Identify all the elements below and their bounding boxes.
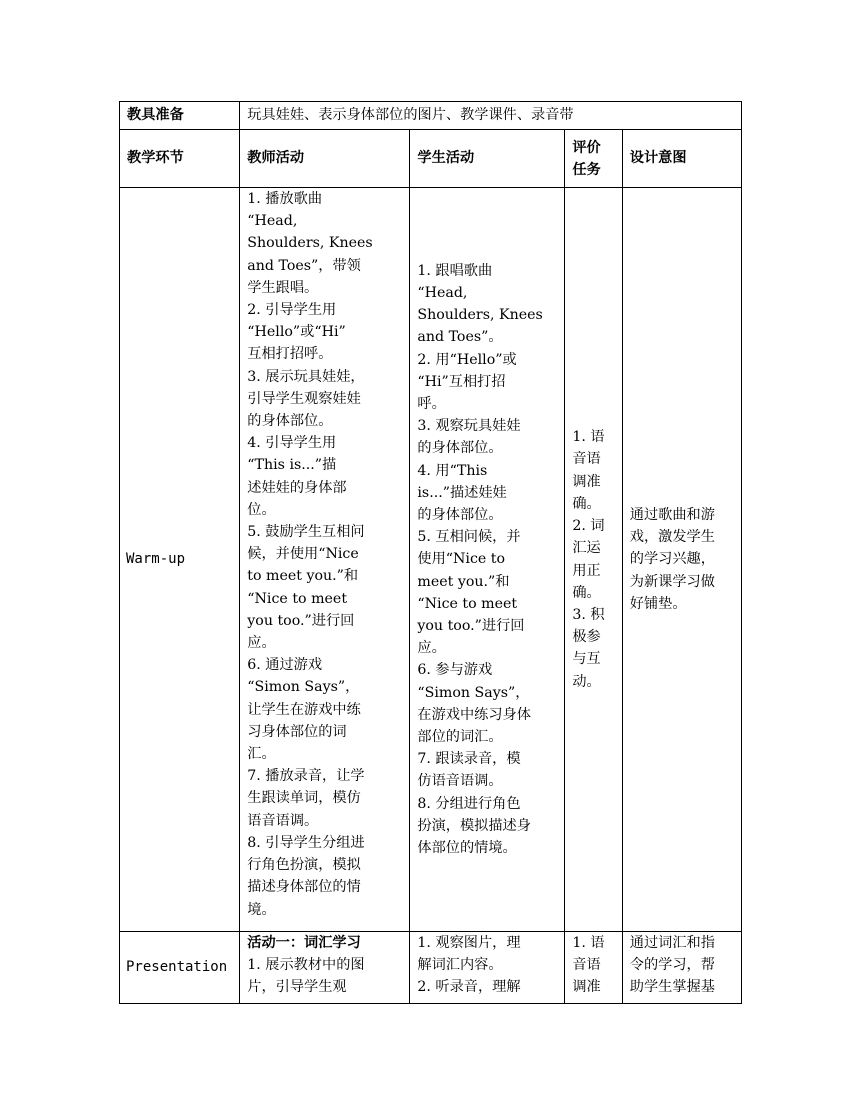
text-line: 生跟读单词，模仿 <box>247 790 361 807</box>
text-line: 7. 播放录音，让学 <box>247 768 365 785</box>
text-line: 的身体部位。 <box>247 413 333 430</box>
text-line: “Head, <box>247 213 298 230</box>
text-line: 确。 <box>572 495 601 512</box>
text-line: 引导学生观察娃娃 <box>247 390 361 407</box>
text-line: 为新课学习做 <box>629 573 715 590</box>
text-line: 学生跟唱。 <box>247 279 319 296</box>
text-line: “Hello”或“Hi” <box>247 324 346 341</box>
text-line: 调准 <box>572 473 601 490</box>
header-student: 学生活动 <box>410 130 565 188</box>
text-line: 7. 跟读录音，模 <box>417 751 521 768</box>
text-line: 极参 <box>572 629 601 646</box>
prep-row <box>120 102 742 130</box>
text-line: 6. 通过游戏 <box>247 657 323 674</box>
text-line: 与互 <box>572 651 601 668</box>
text-line: you too.”进行回 <box>247 612 355 629</box>
text-line: 通过歌曲和游 <box>629 506 715 523</box>
prep-value: 玩具娃娃、表示身体部位的图片、教学课件、录音带 <box>240 102 742 130</box>
header-eval-line: 任务 <box>572 161 601 178</box>
prep-label: 教具准备 <box>120 102 240 130</box>
text-line: 部位的词汇。 <box>417 729 503 746</box>
text-line: 语音语调。 <box>247 812 319 829</box>
text-line: 用正 <box>572 562 601 579</box>
text-line: 音语 <box>572 451 601 468</box>
text-line: and Toes”。 <box>417 329 503 346</box>
text-line: 呼。 <box>417 395 446 412</box>
text-line: 5. 互相问候，并 <box>417 529 521 546</box>
text-line: and Toes”，带领 <box>247 257 361 274</box>
text-line: 5. 鼓励学生互相问 <box>247 524 365 541</box>
text-line: “Head, <box>417 284 468 301</box>
text-line: 1. 跟唱歌曲 <box>417 262 493 279</box>
text-line: “Simon Says”， <box>417 684 530 701</box>
text-line: 应。 <box>417 640 446 657</box>
text-line: 使用“Nice to <box>417 551 506 568</box>
text-line: 好铺垫。 <box>629 595 687 612</box>
header-intent: 设计意图 <box>622 130 741 188</box>
text-line: 令的学习，帮 <box>629 957 715 974</box>
text-line: 2. 词 <box>572 518 605 535</box>
text-line: 动。 <box>572 673 601 690</box>
text-line: 确。 <box>572 584 601 601</box>
text-line: 1. 语 <box>572 935 605 951</box>
text-line: 位。 <box>247 501 276 518</box>
text-line: 述娃娃的身体部 <box>247 479 347 496</box>
warmup-student <box>410 188 565 932</box>
text-line: 8. 引导学生分组进 <box>247 834 365 851</box>
text-line: “Nice to meet <box>247 590 348 607</box>
presentation-student <box>410 932 565 1004</box>
presentation-row <box>120 932 742 1004</box>
warmup-row <box>120 188 742 932</box>
text-line: 戏，激发学生 <box>629 529 715 546</box>
text-line: 让学生在游戏中练 <box>247 701 361 718</box>
text-line: 3. 积 <box>572 606 605 623</box>
text-line: 境。 <box>247 901 276 918</box>
text-line: 汇运 <box>572 540 601 557</box>
text-line: 音语 <box>572 957 601 974</box>
warmup-stage: Warm-up <box>120 188 240 932</box>
text-line: Shoulders, Knees <box>417 307 543 324</box>
text-line: 2. 引导学生用 <box>247 302 337 319</box>
text-line: “Nice to meet <box>417 595 518 612</box>
text-line: 解词汇内容。 <box>417 957 503 974</box>
text-line: 1. 播放歌曲 <box>247 191 323 207</box>
text-line: 体部位的情境。 <box>417 840 517 857</box>
presentation-teacher <box>240 932 410 1004</box>
presentation-intent <box>622 932 741 1004</box>
text-line: 8. 分组进行角色 <box>417 795 521 812</box>
header-stage: 教学环节 <box>120 130 240 188</box>
text-line: 互相打招呼。 <box>247 346 333 363</box>
text-line: 6. 参与游戏 <box>417 662 493 679</box>
text-line: to meet you.”和 <box>247 568 359 585</box>
text-line: 候，并使用“Nice <box>247 546 359 563</box>
text-line: is...”描述娃娃 <box>417 484 507 501</box>
text-line: “This is...”描 <box>247 457 337 474</box>
warmup-teacher <box>240 188 410 932</box>
text-line: “Hi”互相打招 <box>417 373 506 390</box>
text-line: 汇。 <box>247 746 276 763</box>
text-line: 2. 用“Hello”或 <box>417 351 517 368</box>
presentation-teacher-lines <box>247 954 409 998</box>
text-line: 调准 <box>572 979 601 996</box>
text-line: 在游戏中练习身体 <box>417 706 531 723</box>
warmup-eval <box>565 188 622 932</box>
text-line: 的身体部位。 <box>417 440 503 457</box>
text-line: 2. 听录音，理解 <box>417 979 521 996</box>
text-line: 应。 <box>247 635 276 652</box>
text-line: you too.”进行回 <box>417 618 525 634</box>
text-line: 习身体部位的词 <box>247 723 347 740</box>
presentation-teacher-heading: 活动一：词汇学习 <box>247 935 361 951</box>
text-line: 扮演，模拟描述身 <box>417 817 531 834</box>
text-line: 通过词汇和指 <box>629 935 715 951</box>
text-line: 3. 观察玩具娃娃 <box>417 418 521 435</box>
text-line: 1. 展示教材中的图 <box>247 957 365 974</box>
text-line: 的身体部位。 <box>417 506 503 523</box>
text-line: Shoulders, Knees <box>247 235 373 252</box>
lesson-plan-table <box>119 101 742 1004</box>
text-line: meet you.”和 <box>417 573 510 590</box>
header-eval <box>565 130 622 188</box>
warmup-intent <box>622 188 741 932</box>
text-line: 4. 引导学生用 <box>247 435 337 452</box>
lesson-plan-page <box>119 101 742 1004</box>
header-eval-line: 评价 <box>572 139 601 156</box>
text-line: 描述身体部位的情 <box>247 879 361 896</box>
presentation-stage: Presentation <box>120 932 240 1004</box>
text-line: 1. 观察图片，理 <box>417 935 521 951</box>
text-line: “Simon Says”， <box>247 679 360 696</box>
text-line: 的学习兴趣， <box>629 551 715 568</box>
presentation-eval <box>565 932 622 1004</box>
header-teacher: 教师活动 <box>240 130 410 188</box>
text-line: 3. 展示玩具娃娃， <box>247 368 365 385</box>
text-line: 片，引导学生观 <box>247 979 347 996</box>
text-line: 行角色扮演，模拟 <box>247 857 361 874</box>
text-line: 4. 用“This <box>417 462 488 479</box>
text-line: 仿语音语调。 <box>417 773 503 790</box>
header-row <box>120 130 742 188</box>
text-line: 助学生掌握基 <box>629 979 715 996</box>
text-line: 1. 语 <box>572 429 605 446</box>
